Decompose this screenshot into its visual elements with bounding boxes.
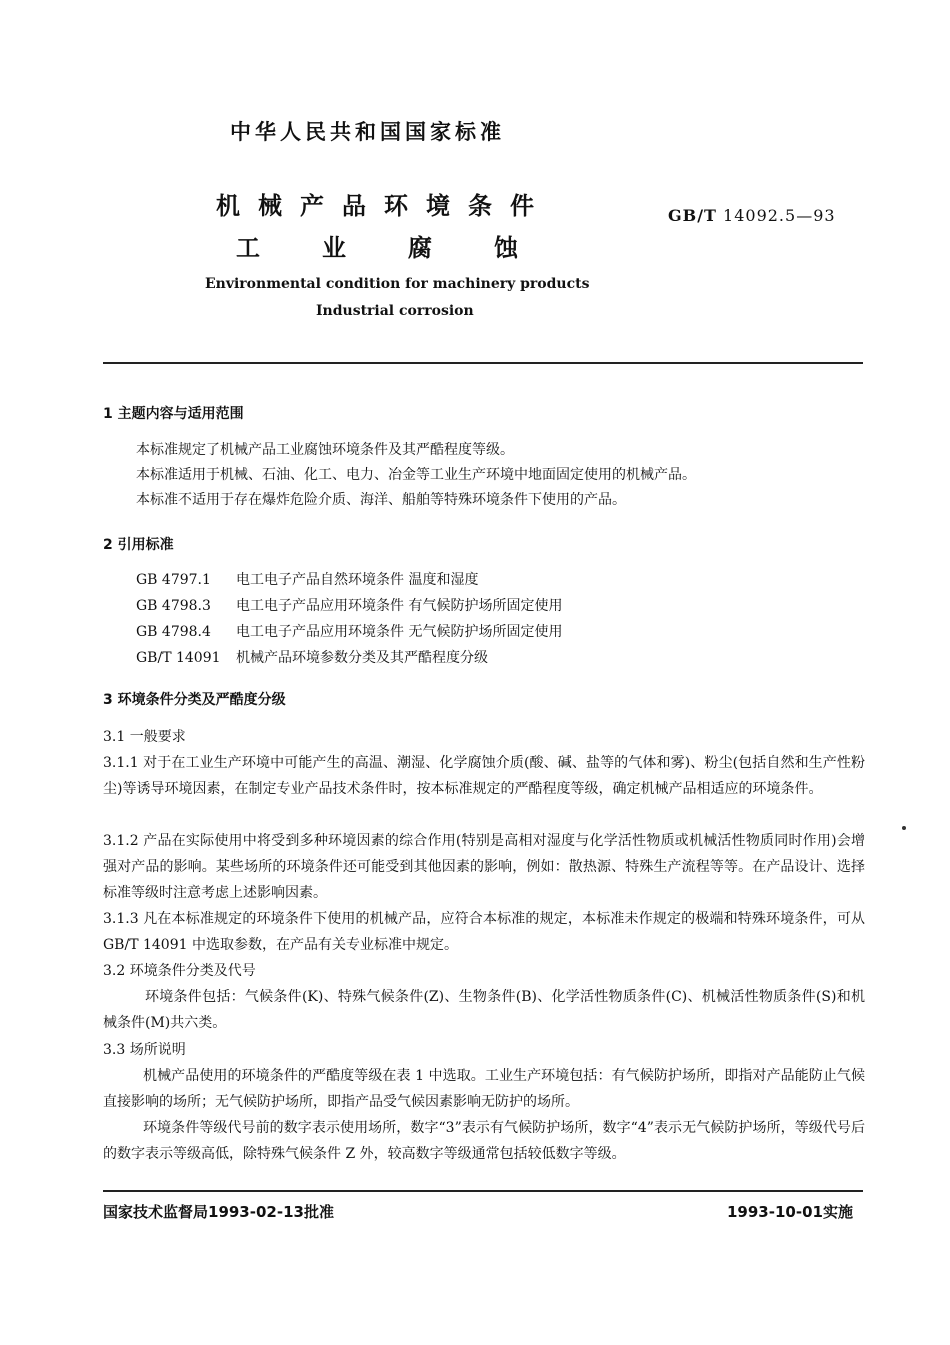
clause-3-1-3: 3.1.3 凡在本标准规定的环境条件下使用的机械产品，应符合本标准的规定，本标准未作规定的极端和特殊环境条件，可从 GB/T 14091 中选取参数，在产品有关专业标准中规定。	[103, 911, 865, 953]
reference-code: GB 4798.4	[136, 624, 211, 640]
section-2-heading: 2 引用标准	[103, 537, 174, 553]
english-title-line-2: Industrial corrosion	[316, 303, 474, 319]
title-line-2: 工业腐蚀	[236, 234, 580, 262]
clause-3-1-1: 3.1.1 对于在工业生产环境中可能产生的高温、潮湿、化学腐蚀介质(酸、碱、盐等的气体和雾)、粉尘(包括自然和生产性粉尘)等诱导环境因素，在制定专业产品技术条件时，按本标准规定的严酷程度等级，确定机械产品相适应的环境条件。	[103, 755, 865, 797]
reference-title: 机械产品环境参数分类及其严酷程度分级	[236, 650, 488, 666]
reference-title: 电工电子产品自然环境条件 温度和湿度	[236, 572, 479, 588]
section-1-paragraph: 本标准不适用于存在爆炸危险介质、海洋、船舶等特殊环境条件下使用的产品。	[136, 492, 626, 508]
standard-code: 14092.5—93	[723, 206, 836, 225]
reference-item	[136, 594, 562, 618]
section-1-heading: 1 主题内容与适用范围	[103, 406, 244, 422]
clause-3-3-text-2: 环境条件等级代号前的数字表示使用场所，数字“3”表示有气候防护场所，数字“4”表示无气候防护场所，等级代号后的数字表示等级高低，除特殊气候条件 Z 外，较高数字等级通常包括较低数字等级。	[103, 1120, 865, 1162]
subsection-3-2-heading: 3.2 环境条件分类及代号	[103, 963, 256, 979]
reference-title: 电工电子产品应用环境条件 无气候防护场所固定使用	[236, 624, 563, 640]
approval-date: 国家技术监督局1993-02-13批准	[103, 1203, 334, 1221]
scan-speck	[902, 826, 906, 830]
header-divider	[103, 362, 863, 364]
clause-3-2-text: 环境条件包括：气候条件(K)、特殊气候条件(Z)、生物条件(B)、化学活性物质条件(C)、机械活性物质条件(S)和机械条件(M)共六类。	[103, 989, 865, 1031]
section-1-paragraph: 本标准规定了机械产品工业腐蚀环境条件及其严酷程度等级。	[136, 442, 514, 458]
standard-prefix: GB/T	[668, 206, 717, 225]
reference-item	[136, 646, 488, 670]
reference-item	[136, 568, 478, 592]
section-1-paragraph: 本标准适用于机械、石油、化工、电力、冶金等工业生产环境中地面固定使用的机械产品。	[136, 467, 696, 483]
title-line-1: 机械产品环境条件	[216, 192, 552, 220]
subsection-3-3-heading: 3.3 场所说明	[103, 1042, 186, 1058]
clause-3-1-2: 3.1.2 产品在实际使用中将受到多种环境因素的综合作用(特别是高相对湿度与化学活性物质或机械活性物质同时作用)会增强对产品的影响。某些场所的环境条件还可能受到其他因素的影响，例如：散热源、特殊生产流程等等。在产品设计、选择标准等级时注意考虑上述影响因素。	[103, 833, 865, 901]
footer-divider	[103, 1190, 863, 1192]
reference-item	[136, 620, 562, 644]
standard-number	[668, 206, 836, 225]
clause-3-3-text-1: 机械产品使用的环境条件的严酷度等级在表 1 中选取。工业生产环境包括：有气候防护场所，即指对产品能防止气候直接影响的场所；无气候防护场所，即指产品受气候因素影响无防护的场所。	[103, 1068, 865, 1110]
reference-code: GB 4797.1	[136, 572, 211, 588]
reference-code: GB 4798.3	[136, 598, 211, 614]
section-3-heading: 3 环境条件分类及严酷度分级	[103, 692, 286, 708]
implementation-date: 1993-10-01实施	[727, 1203, 853, 1221]
national-standard-label: 中华人民共和国国家标准	[230, 120, 505, 144]
english-title-line-1: Environmental condition for machinery products	[205, 276, 590, 292]
reference-title: 电工电子产品应用环境条件 有气候防护场所固定使用	[236, 598, 563, 614]
reference-code: GB/T 14091	[136, 650, 221, 666]
subsection-3-1-heading: 3.1 一般要求	[103, 729, 186, 745]
